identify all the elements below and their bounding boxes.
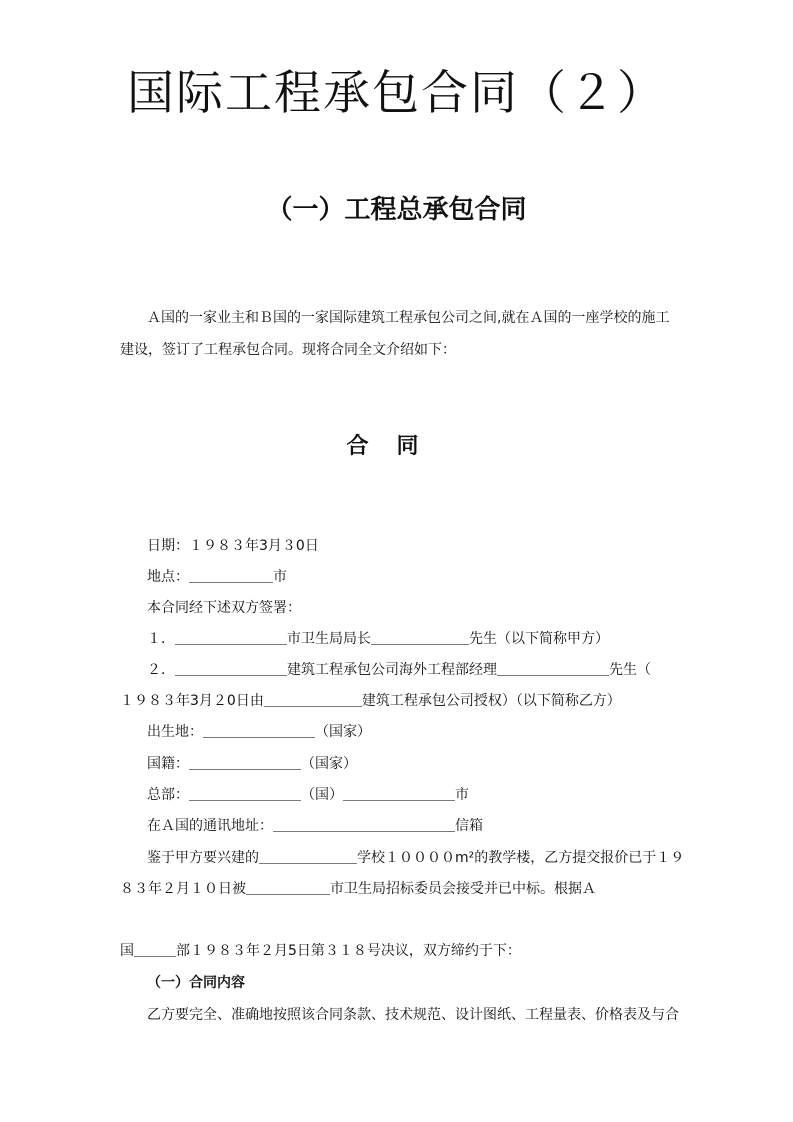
birthplace-line: 出生地：＿＿＿＿＿＿＿＿（国家）: [147, 724, 371, 740]
date-line: 日期：１９８３年3月３0日: [147, 538, 319, 554]
whereas-line-a: 鉴于甲方要兴建的＿＿＿＿＿＿＿学校１００００m²的教学楼，乙方提交报价已于１９: [147, 850, 685, 866]
contract-heading: 合同: [346, 433, 447, 459]
document-subtitle: （一）工程总承包合同: [266, 195, 527, 225]
party-1-line: １．＿＿＿＿＿＿＿＿市卫生局局长＿＿＿＿＿＿＿先生（以下简称甲方）: [147, 631, 609, 647]
intro-line-2: 建设，签订了工程承包合同。现将合同全文介绍如下：: [120, 342, 456, 358]
clause-1-line: 乙方要完全、准确地按照该合同条款、技术规范、设计图纸、工程量表、价格表及与合: [147, 1007, 679, 1023]
headquarters-line: 总部：＿＿＿＿＿＿＿＿（国）＿＿＿＿＿＿＿＿市: [147, 787, 469, 803]
place-line: 地点：＿＿＿＿＿＿市: [147, 569, 287, 585]
intro-line-1: Ａ国的一家业主和Ｂ国的一家国际建筑工程承包公司之间,就在Ａ国的一座学校的施工: [147, 310, 670, 326]
section-1-heading: （一）合同内容: [147, 975, 245, 991]
address-line: 在Ａ国的通讯地址：＿＿＿＿＿＿＿＿＿＿＿＿＿信箱: [147, 818, 483, 834]
nationality-line: 国籍：＿＿＿＿＿＿＿＿（国家）: [147, 756, 357, 772]
party-2-line-a: ２．＿＿＿＿＿＿＿＿建筑工程承包公司海外工程部经理＿＿＿＿＿＿＿＿先生（: [147, 662, 651, 678]
document-title: 国际工程承包合同（２）: [127, 66, 666, 121]
whereas-line-c: 国＿＿＿部１９８３年２月5日第３１８号决议，双方缔约于下：: [120, 943, 521, 959]
signed-by-line: 本合同经下述双方签署：: [147, 600, 301, 616]
party-2-line-b: １９８３年3月２0日由＿＿＿＿＿＿＿建筑工程承包公司授权）（以下简称乙方）: [120, 693, 621, 709]
whereas-line-b: ８３年２月１０日被＿＿＿＿＿＿市卫生局招标委员会接受并已中标。根据Ａ: [120, 881, 596, 897]
